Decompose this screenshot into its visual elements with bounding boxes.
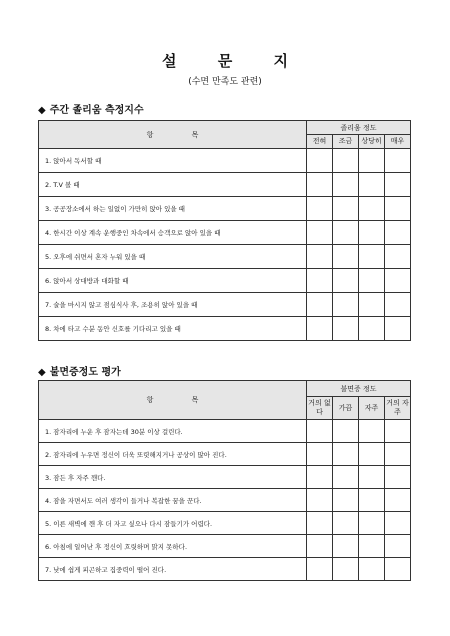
- section2-col-2: 자주: [359, 397, 385, 420]
- answer-cell[interactable]: [385, 489, 411, 512]
- sleepiness-table: [38, 120, 411, 341]
- table-row: [39, 535, 411, 558]
- answer-cell[interactable]: [333, 269, 359, 293]
- answer-cell[interactable]: [385, 317, 411, 341]
- answer-cell[interactable]: [385, 221, 411, 245]
- question-label: 3. 공공장소에서 하는 일없이 가만히 앉아 있을 때: [39, 197, 307, 221]
- answer-cell[interactable]: [307, 197, 333, 221]
- section2-header-item: 항 목: [39, 381, 307, 420]
- answer-cell[interactable]: [359, 293, 385, 317]
- section2-col-0: 거의 없다: [307, 397, 333, 420]
- insomnia-table: [38, 380, 411, 581]
- answer-cell[interactable]: [333, 149, 359, 173]
- section1-col-3: 매우: [385, 135, 411, 149]
- answer-cell[interactable]: [385, 512, 411, 535]
- table-row: [39, 173, 411, 197]
- answer-cell[interactable]: [359, 245, 385, 269]
- table-row: [39, 466, 411, 489]
- table-row: [39, 221, 411, 245]
- answer-cell[interactable]: [359, 197, 385, 221]
- diamond-bullet-icon: ◆: [38, 367, 46, 378]
- section1-col-0: 전혀: [307, 135, 333, 149]
- page-subtitle: (수면 만족도 관련): [188, 77, 262, 87]
- answer-cell[interactable]: [385, 269, 411, 293]
- question-label: 4. 잠을 자면서도 여러 생각이 들거나 복잡한 꿈을 꾼다.: [39, 489, 307, 512]
- answer-cell[interactable]: [333, 512, 359, 535]
- answer-cell[interactable]: [307, 558, 333, 581]
- answer-cell[interactable]: [359, 221, 385, 245]
- answer-cell[interactable]: [307, 221, 333, 245]
- question-label: 1. 잠자리에 누운 후 잠자는데 30분 이상 걸린다.: [39, 420, 307, 443]
- table-row: [39, 558, 411, 581]
- answer-cell[interactable]: [333, 535, 359, 558]
- answer-cell[interactable]: [333, 443, 359, 466]
- answer-cell[interactable]: [359, 535, 385, 558]
- answer-cell[interactable]: [359, 558, 385, 581]
- section1-heading-text: 주간 졸리움 측정지수: [49, 105, 144, 116]
- question-label: 7. 술을 마시지 않고 점심식사 후, 조용히 앉아 있을 때: [39, 293, 307, 317]
- answer-cell[interactable]: [333, 197, 359, 221]
- answer-cell[interactable]: [359, 269, 385, 293]
- answer-cell[interactable]: [307, 443, 333, 466]
- answer-cell[interactable]: [385, 420, 411, 443]
- diamond-bullet-icon: ◆: [38, 105, 46, 116]
- section1-col-2: 상당히: [359, 135, 385, 149]
- table-row: [39, 269, 411, 293]
- table-row: [39, 245, 411, 269]
- question-label: 3. 잠든 후 자주 깬다.: [39, 466, 307, 489]
- table-row: [39, 512, 411, 535]
- question-label: 1. 앉아서 독서할 때: [39, 149, 307, 173]
- answer-cell[interactable]: [359, 317, 385, 341]
- answer-cell[interactable]: [307, 149, 333, 173]
- answer-cell[interactable]: [307, 466, 333, 489]
- answer-cell[interactable]: [385, 245, 411, 269]
- answer-cell[interactable]: [359, 512, 385, 535]
- answer-cell[interactable]: [359, 149, 385, 173]
- answer-cell[interactable]: [333, 245, 359, 269]
- answer-cell[interactable]: [307, 512, 333, 535]
- answer-cell[interactable]: [307, 293, 333, 317]
- answer-cell[interactable]: [307, 269, 333, 293]
- table-row: [39, 443, 411, 466]
- section1-header-group: 졸리움 정도: [307, 121, 411, 135]
- answer-cell[interactable]: [307, 173, 333, 197]
- table-row: [39, 489, 411, 512]
- answer-cell[interactable]: [359, 420, 385, 443]
- answer-cell[interactable]: [333, 173, 359, 197]
- table-row: [39, 420, 411, 443]
- section1-header-item: 항 목: [39, 121, 307, 149]
- question-label: 2. 잠자리에 누우면 정신이 더욱 또렷해지거나 공상이 많아 진다.: [39, 443, 307, 466]
- answer-cell[interactable]: [385, 293, 411, 317]
- page-title: 설 문 지: [162, 52, 306, 70]
- answer-cell[interactable]: [385, 173, 411, 197]
- answer-cell[interactable]: [359, 443, 385, 466]
- answer-cell[interactable]: [385, 535, 411, 558]
- table-row: [39, 197, 411, 221]
- answer-cell[interactable]: [333, 466, 359, 489]
- question-label: 4. 한시간 이상 계속 운행중인 차속에서 승객으로 앉아 있을 때: [39, 221, 307, 245]
- answer-cell[interactable]: [385, 466, 411, 489]
- table-row: [39, 293, 411, 317]
- question-label: 7. 낮에 쉽게 피곤하고 집중력이 떨어 진다.: [39, 558, 307, 581]
- section1-col-1: 조금: [333, 135, 359, 149]
- table-row: [39, 149, 411, 173]
- answer-cell[interactable]: [385, 149, 411, 173]
- question-label: 8. 차에 타고 수분 동안 신호를 기다리고 있을 때: [39, 317, 307, 341]
- answer-cell[interactable]: [307, 535, 333, 558]
- section2-heading: [38, 363, 121, 378]
- question-label: 6. 아침에 일어난 후 정신이 흐릿하며 맑지 못하다.: [39, 535, 307, 558]
- question-label: 5. 오후에 쉬면서 혼자 누워 있을 때: [39, 245, 307, 269]
- answer-cell[interactable]: [359, 466, 385, 489]
- answer-cell[interactable]: [359, 173, 385, 197]
- answer-cell[interactable]: [307, 245, 333, 269]
- answer-cell[interactable]: [333, 489, 359, 512]
- answer-cell[interactable]: [333, 221, 359, 245]
- section2-col-3: 거의 자주: [385, 397, 411, 420]
- section2-col-1: 가끔: [333, 397, 359, 420]
- section2-header-group: 불면증 정도: [307, 381, 411, 397]
- table-row: [39, 317, 411, 341]
- answer-cell[interactable]: [307, 317, 333, 341]
- answer-cell[interactable]: [333, 558, 359, 581]
- answer-cell[interactable]: [359, 489, 385, 512]
- answer-cell[interactable]: [333, 293, 359, 317]
- section2-heading-text: 불면증정도 평가: [49, 367, 121, 378]
- section1-heading: [38, 101, 144, 116]
- answer-cell[interactable]: [385, 197, 411, 221]
- question-label: 2. T.V 볼 때: [39, 173, 307, 197]
- answer-cell[interactable]: [307, 420, 333, 443]
- answer-cell[interactable]: [385, 558, 411, 581]
- answer-cell[interactable]: [307, 489, 333, 512]
- answer-cell[interactable]: [385, 443, 411, 466]
- answer-cell[interactable]: [333, 317, 359, 341]
- question-label: 6. 앉아서 상대방과 대화할 때: [39, 269, 307, 293]
- answer-cell[interactable]: [333, 420, 359, 443]
- question-label: 5. 이른 새벽에 깬 후 더 자고 싶으나 다시 잠들기가 어렵다.: [39, 512, 307, 535]
